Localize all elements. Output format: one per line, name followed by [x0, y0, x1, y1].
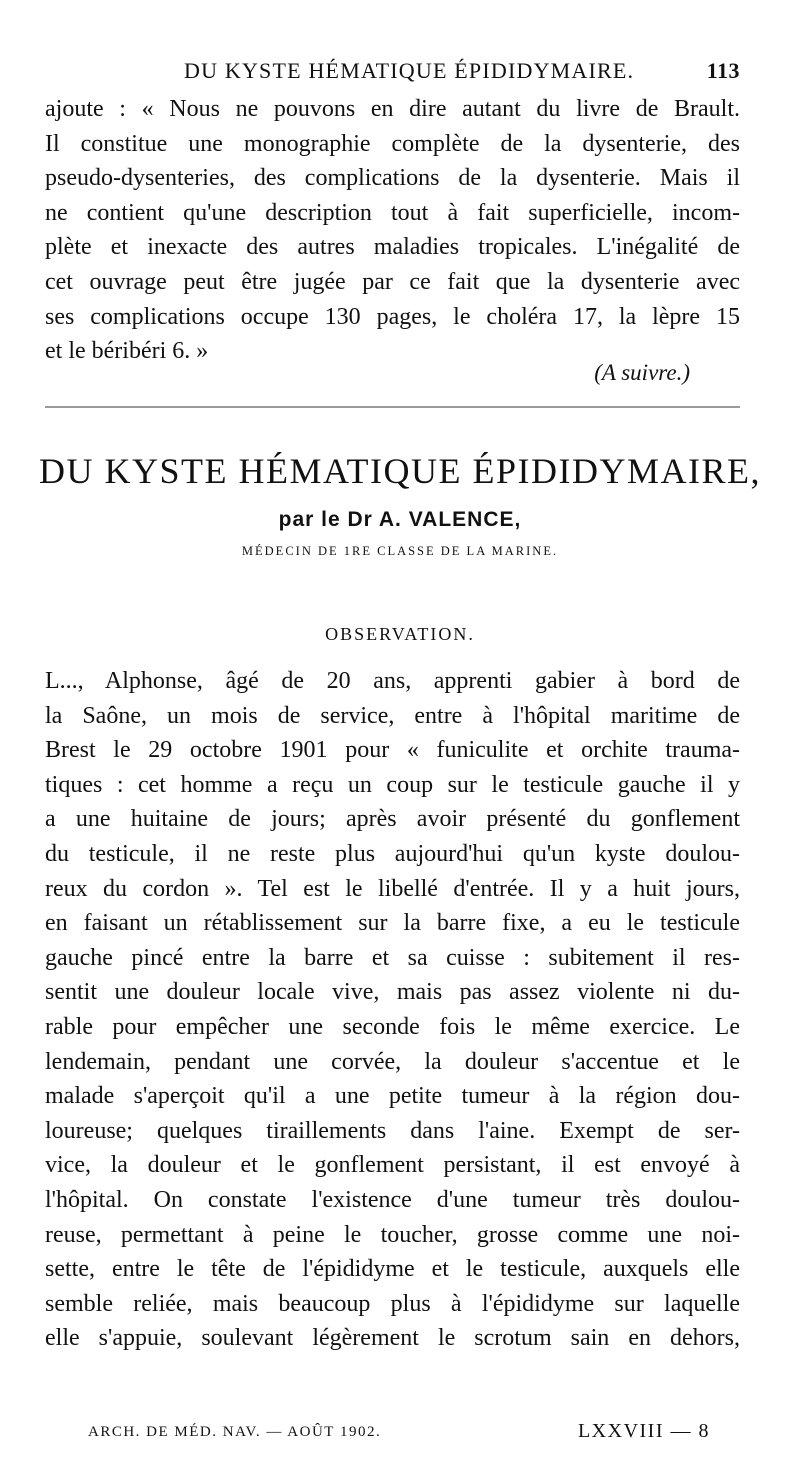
section-divider: [45, 406, 740, 408]
signature-mark: LXXVIII — 8: [577, 1420, 710, 1442]
article-title: DU KYSTE HÉMATIQUE ÉPIDIDYMAIRE,: [39, 451, 761, 491]
text-line: gauche pincé entre la barre et sa cuisse : subitement il res-: [45, 944, 740, 971]
journal-citation: ARCH. DE MÉD. NAV. — AOÛT 1902.: [88, 1424, 382, 1440]
author-byline: par le Dr A. VALENCE,: [278, 508, 522, 531]
text-line: du testicule, il ne reste plus aujourd'hui qu'un kyste doulou-: [45, 840, 740, 867]
author-affiliation: MÉDECIN DE 1RE CLASSE DE LA MARINE.: [241, 544, 559, 558]
running-head: [170, 58, 740, 88]
text-line: ne contient qu'une description tout à fait superficielle, incom-: [45, 199, 740, 226]
text-line: ses complications occupe 130 pages, le choléra 17, la lèpre 15: [45, 303, 740, 330]
text-line: a une huitaine de jours; après avoir présenté du gonflement: [45, 806, 740, 833]
text-line: et le béribéri 6. »: [45, 338, 209, 365]
text-line: l'hôpital. On constate l'existence d'une tumeur très doulou-: [45, 1186, 740, 1213]
text-line: sentit une douleur locale vive, mais pas assez violente ni du-: [45, 979, 740, 1006]
text-line: lendemain, pendant une corvée, la douleur s'accentue et le: [45, 1048, 740, 1075]
text-line: rable pour empêcher une seconde fois le même exercice. Le: [45, 1013, 740, 1040]
section-heading: OBSERVATION.: [325, 624, 475, 644]
page-footer: [88, 1420, 740, 1450]
text-line: vice, la douleur et le gonflement persistant, il est envoyé à: [45, 1152, 740, 1179]
text-line: ajoute : « Nous ne pouvons en dire autant du livre de Brault.: [45, 96, 740, 122]
text-line: Brest le 29 octobre 1901 pour « funiculite et orchite trauma-: [45, 737, 740, 764]
text-line: la Saône, un mois de service, entre à l'hôpital maritime de: [45, 702, 740, 729]
continued-note: (A suivre.): [594, 360, 690, 385]
text-line: L..., Alphonse, âgé de 20 ans, apprenti gabier à bord de: [45, 668, 740, 694]
running-title: DU KYSTE HÉMATIQUE ÉPIDIDYMAIRE.: [184, 58, 635, 83]
page-number: 113: [706, 58, 740, 83]
text-line: semble reliée, mais beaucoup plus à l'épididyme sur laquelle: [45, 1290, 740, 1317]
text-line: tiques : cet homme a reçu un coup sur le testicule gauche il y: [45, 771, 740, 798]
text-line: sette, entre le tête de l'épididyme et le testicule, auxquels elle: [45, 1256, 740, 1283]
text-line: reux du cordon ». Tel est le libellé d'entrée. Il y a huit jours,: [45, 875, 740, 902]
text-line: elle s'appuie, soulevant légèrement le scrotum sain en dehors,: [45, 1325, 740, 1352]
text-line: Il constitue une monographie complète de la dysenterie, des: [45, 130, 740, 157]
text-line: malade s'aperçoit qu'il a une petite tumeur à la région dou-: [45, 1083, 740, 1110]
text-line: en faisant un rétablissement sur la barre fixe, a eu le testicule: [45, 910, 740, 937]
observation-text: [45, 664, 740, 1356]
previous-article-text: [45, 92, 740, 369]
text-line: cet ouvrage peut être jugée par ce fait que la dysenterie avec: [45, 268, 740, 295]
text-line: reuse, permettant à peine le toucher, grosse comme une noi-: [45, 1221, 740, 1248]
text-line: loureuse; quelques tiraillements dans l'aine. Exempt de ser-: [45, 1117, 740, 1144]
text-line: pseudo-dysenteries, des complications de la dysenterie. Mais il: [45, 165, 740, 192]
text-line: plète et inexacte des autres maladies tropicales. L'inégalité de: [45, 234, 740, 261]
